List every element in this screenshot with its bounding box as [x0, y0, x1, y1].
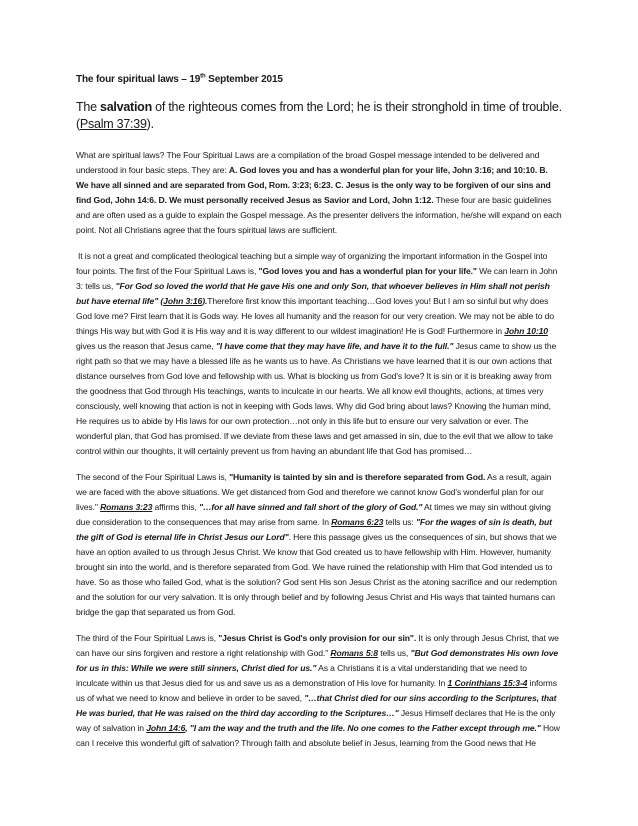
- paragraph-text: These four are basic guidelines and are often used as a guide to explain the Gospel message. As the presenter delivers the information, he/she will expand on each point. Not all Christians agree that the fours spiritual laws are sufficient.: [76, 195, 562, 235]
- john-14-6-link[interactable]: John 14:6: [146, 723, 186, 733]
- paragraph-text: It is not a great and complicated theological teaching but a simple way of organizing the important information in the Gospel into four points. The first of the Four Spiritual Laws is,: [76, 251, 548, 276]
- scripture-quote: "For God so loved the world that He gave His one and only Son, that whoever believes in Him shall not perish but have eternal life" (: [76, 281, 550, 306]
- romans-3-23-link[interactable]: Romans 3:23: [100, 502, 153, 512]
- psalm-reference-link[interactable]: Psalm 37:39: [79, 117, 147, 131]
- lead-text: of the righteous comes from the Lord; he is their stronghold in time of trouble. (: [76, 100, 562, 131]
- title-text: The four spiritual laws – 19: [76, 74, 201, 85]
- scripture-quote: , "I am the way and the truth and the life. No one comes to the Father except through me.": [185, 723, 541, 733]
- scripture-quote: "…that Christ died for our sins according to the Scriptures, that He was buried, that He was raised on the third day according to the Scriptures…": [76, 693, 557, 718]
- paragraph-text: How can I receive this wonderful gift of salvation? Through faith and absolute belief in Jesus, learning from the Good news that He: [76, 723, 560, 748]
- lead-verse: [76, 99, 562, 133]
- romans-6-23-link[interactable]: Romans 6:23: [331, 517, 384, 527]
- scripture-quote: "For the wages of sin is death, but the gift of God is eternal life in Christ Jesus our Lord": [76, 517, 552, 542]
- corinthians-15-link[interactable]: 1 Corinthians 15:3-4: [447, 678, 528, 688]
- paragraph-text: The third of the Four Spiritual Laws is,: [76, 633, 219, 643]
- paragraph-text: We can learn in John 3: tells us,: [76, 266, 558, 291]
- title-superscript: th: [200, 73, 206, 80]
- paragraph-text: tells us,: [377, 648, 411, 658]
- romans-5-8-link[interactable]: Romans 5:8: [330, 648, 378, 658]
- paragraph-text: Jesus came to show us the right path so that we may have a blessed life as he wants us to have. As Christians we have learned that it is our own actions that distance ourselves from God love and fellowship with us. What is blocking us from God's love? It is sin or it is breaking away from the goodness that God through His teachings, wants to inculcate in our hearts. We all know evil thoughts, actions, at times very consciously, well knowing that action is not in keeping with Gods laws. Why did God bring about laws? Knowing the human mind, He requires us to abide by His laws for our own protection…not only in this life but to ensure our very salvation or ever. The wonderful plan, that God has promised. If we deviate from these laws and get amassed in sin, due to the evil that we allow to take control within our thoughts, it will certainly prevent us from having an abundant life that God has promised…: [76, 341, 557, 456]
- paragraph-first-law: [76, 249, 562, 459]
- document-title: [76, 74, 562, 85]
- scripture-quote: "But God demonstrates His own love for us in this: While we were still sinners, Christ died for us.": [76, 648, 559, 673]
- laws-summary: A. God loves you and has a wonderful plan for your life, John 3:16; and 10:10. B. We have all sinned and are separated from God, Rom. 3:23; 6:23. C. Jesus is the only way to be forgiven of our sins and find God, John 14:6. D. We must personally received Jesus as Savior and Lord, John 1:12.: [76, 165, 551, 205]
- lead-text: The: [76, 100, 101, 114]
- lead-text: ).: [146, 117, 154, 131]
- paragraph-text: informs us of what we need to know and believe in order to be saved,: [76, 678, 557, 703]
- scripture-quote: "I have come that they may have life, and have it to the full.": [215, 341, 454, 351]
- lead-keyword: salvation: [100, 100, 152, 114]
- paragraph-text: As a result, again we are faced with the above situations. We get distanced from God and therefore we cannot know God's wonderful plan for our lives.": [76, 472, 552, 512]
- paragraph-text: affirms this,: [152, 502, 199, 512]
- paragraph-text: At times we may sin without giving due consideration to the consequences that may arise from same. In: [76, 502, 551, 527]
- second-law-statement: "Humanity is tainted by sin and is therefore separated from God.: [229, 472, 486, 482]
- paragraph-second-law: [76, 470, 562, 620]
- third-law-statement: "Jesus Christ is God's only provision for our sin".: [218, 633, 417, 643]
- paragraph-intro: [76, 148, 562, 238]
- paragraph-text: gives us the reason that Jesus came,: [76, 341, 216, 351]
- paragraph-text: Therefore first know this important teaching…God loves you! But I am so sinful but why does God love me? First learn that it is Gods way. He loves all humanity and the reason for our very creation. We may not be able to do things His way but with God it is His way and it is way different to our wildest imagination! He is God! Furthermore in: [76, 296, 554, 336]
- paragraph-text: Jesus Himself declares that He is the only way of salvation in: [76, 708, 556, 733]
- paragraph-text: tells us:: [383, 517, 416, 527]
- first-law-statement: "God loves you and has a wonderful plan for your life.": [258, 266, 477, 276]
- paragraph-text: It is only through Jesus Christ, that we can have our sins forgiven and restore a right relationship with God.": [76, 633, 559, 658]
- scripture-quote: ).: [202, 296, 208, 306]
- john-3-16-link[interactable]: John 3:16: [163, 296, 203, 306]
- john-10-10-link[interactable]: John 10:10: [504, 326, 548, 336]
- paragraph-text: . Here this passage gives us the consequences of sin, but shows that we have an option availed to us through Jesus Christ. We know that God created us to have fellowship with Him. However, humanity brought sin into the world, and is therefore separated from God. We have ruined the relationship with Him that God intended us to have. So as those who failed God, what is the solution? God sent His son Jesus Christ as the atoning sacrifice and our redemption and the solution for our very salvation. It is only through belief and by following Jesus Christ and His ways that tainted humans can bridge the gap that separated us from God.: [76, 532, 557, 617]
- paragraph-text: What are spiritual laws? The Four Spiritual Laws are a compilation of the broad Gospel message intended to be delivered and understood in four basic steps. They are:: [76, 150, 540, 175]
- paragraph-text: As a Christians it is a vital understanding that we need to inculcate within us that Jesus died for us and save us as a demonstration of His love for humanity. In: [76, 663, 527, 688]
- scripture-quote: "…for all have sinned and fall short of the glory of God.": [199, 502, 423, 512]
- paragraph-third-law: [76, 631, 562, 751]
- title-date: September 2015: [205, 74, 283, 85]
- paragraph-text: The second of the Four Spiritual Laws is,: [76, 472, 230, 482]
